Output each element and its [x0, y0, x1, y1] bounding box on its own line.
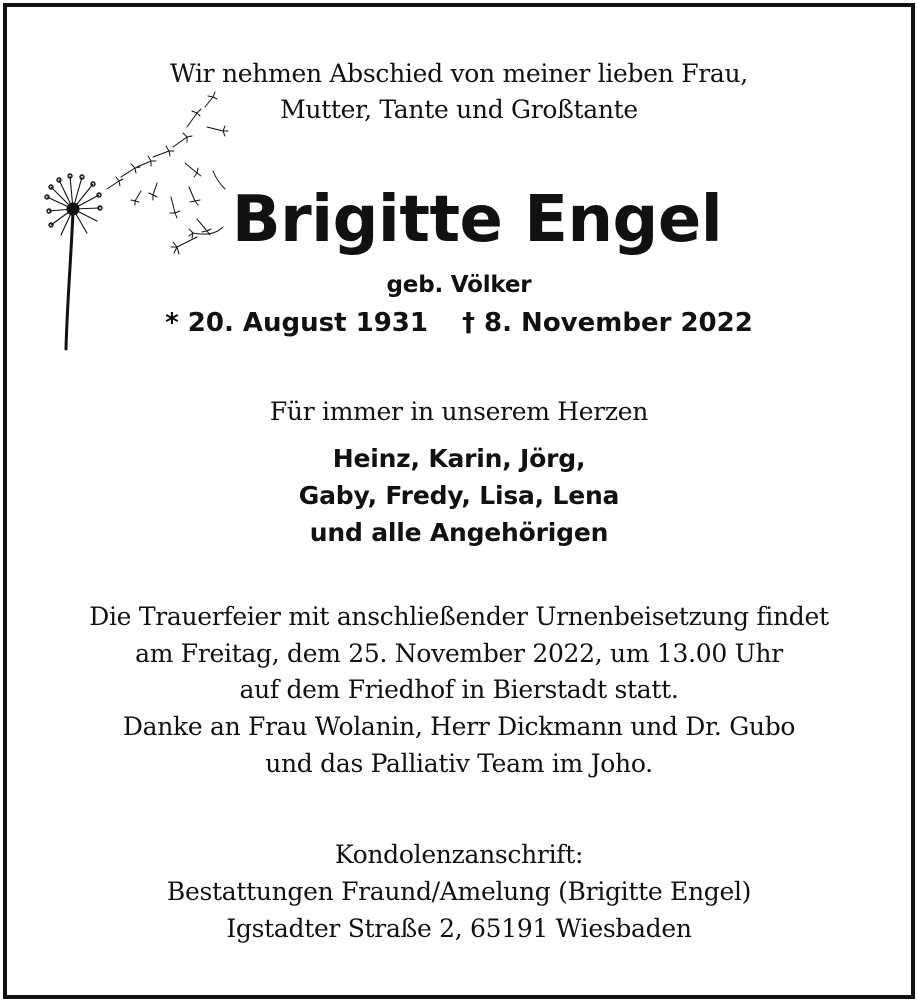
obituary-frame: [3, 3, 915, 999]
thanks-line: und das Palliativ Team im Joho.: [265, 749, 653, 778]
ceremony-line: am Freitag, dem 25. November 2022, um 13.00 Uhr: [135, 639, 783, 668]
maiden-name: geb. Völker: [386, 272, 532, 298]
ceremony-line: auf dem Friedhof in Bierstadt statt.: [239, 675, 679, 704]
obituary-content: [7, 7, 911, 995]
death-date: † 8. November 2022: [461, 308, 753, 338]
intro-line-2: Mutter, Tante und Großtante: [280, 95, 638, 124]
mourner-line: Gaby, Fredy, Lisa, Lena: [298, 481, 620, 510]
intro-line-1: Wir nehmen Abschied von meiner lieben Frau,: [170, 59, 748, 88]
condolence-heading: Kondolenzanschrift:: [334, 840, 584, 869]
condolence-address-line: Bestattungen Fraund/Amelung (Brigitte Engel): [166, 877, 752, 906]
thanks-line: Danke an Frau Wolanin, Herr Dickmann und Dr. Gubo: [122, 712, 796, 741]
mourner-line: und alle Angehörigen: [309, 518, 609, 547]
life-dates: [7, 308, 911, 338]
condolence-address-line: Igstadter Straße 2, 65191 Wiesbaden: [226, 914, 692, 943]
deceased-name: Brigitte Engel: [231, 183, 723, 257]
mourner-line: Heinz, Karin, Jörg,: [332, 444, 586, 473]
birth-date: * 20. August 1931: [165, 308, 428, 338]
ceremony-line: Die Trauerfeier mit anschließender Urnenbeisetzung findet: [89, 602, 829, 631]
memorial-line: Für immer in unserem Herzen: [269, 397, 649, 426]
